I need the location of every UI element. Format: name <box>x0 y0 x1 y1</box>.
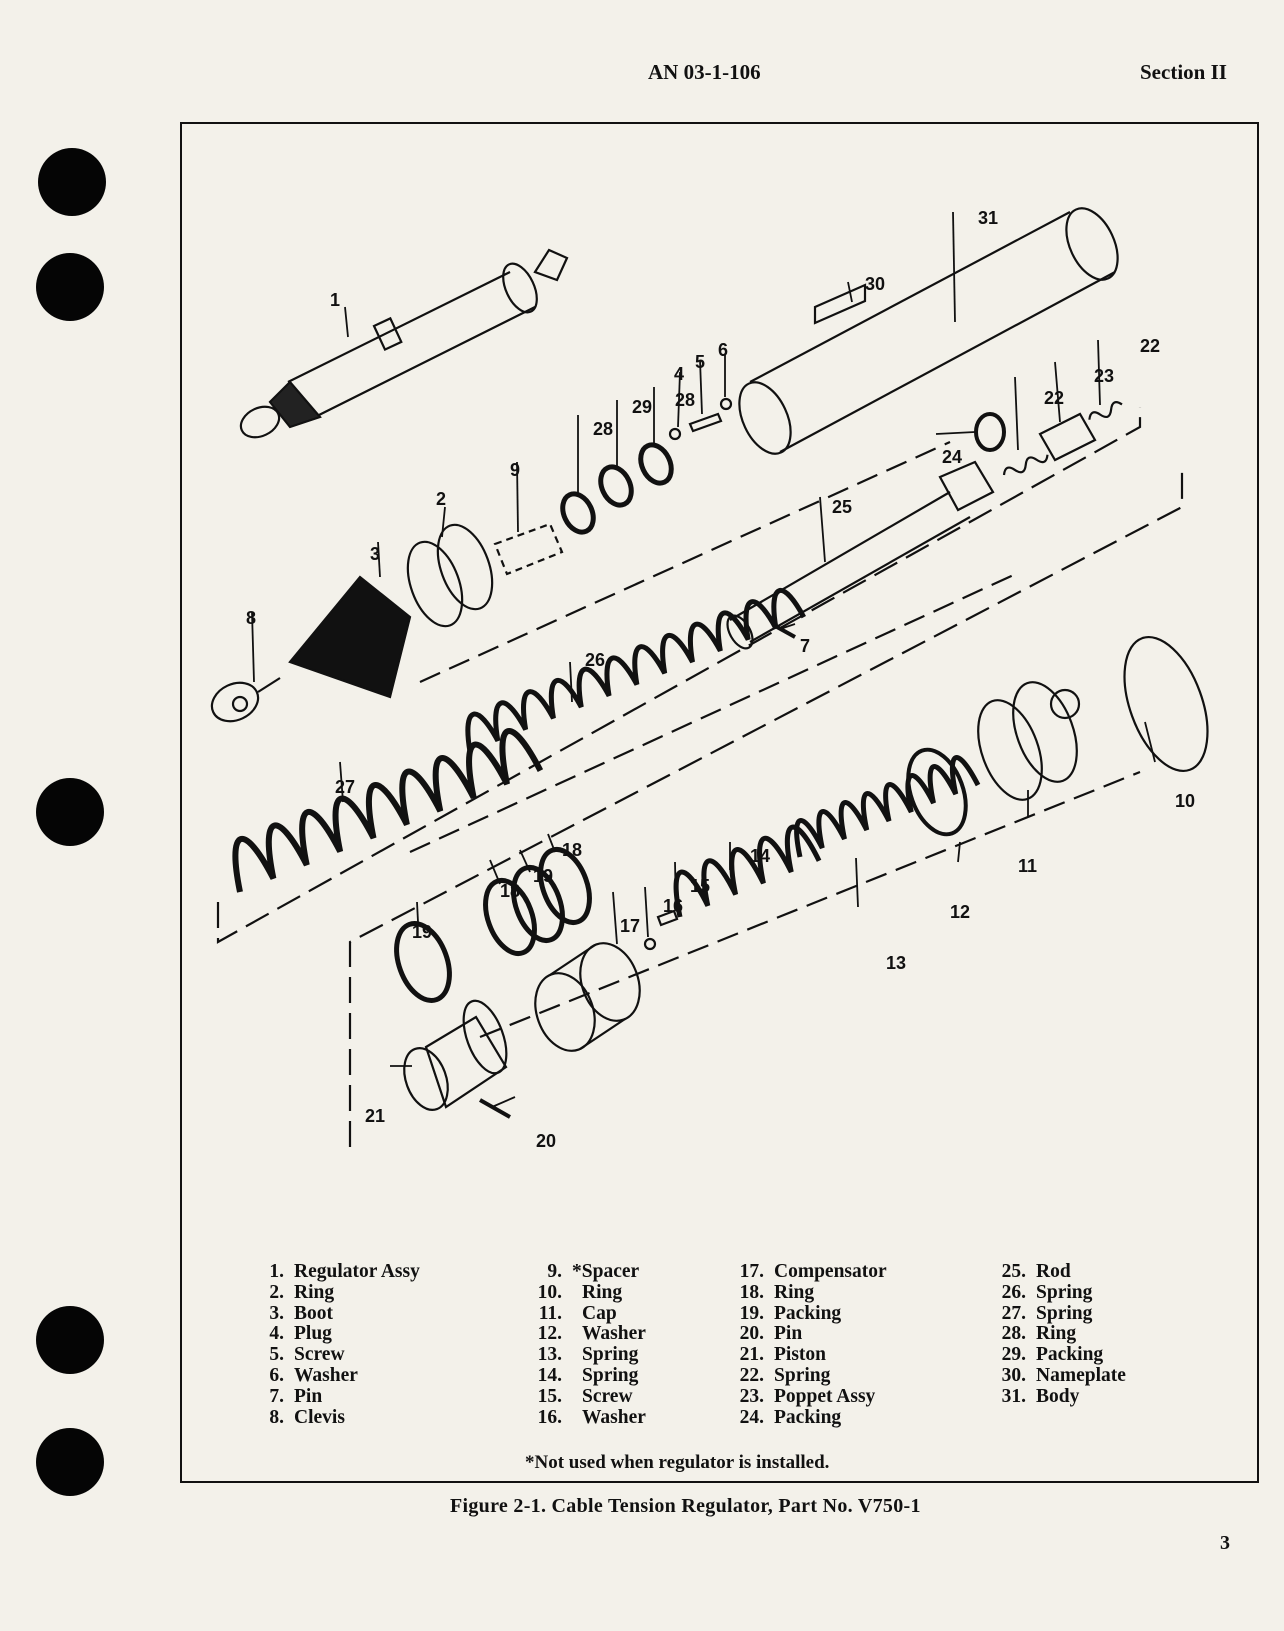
legend-part-name: Compensator <box>774 1261 887 1282</box>
legend-row: 11. Cap <box>538 1302 617 1324</box>
callout-label: 21 <box>365 1106 386 1126</box>
callout-label: 27 <box>335 777 356 797</box>
callout-label: 2 <box>436 489 447 509</box>
binder-hole <box>38 148 106 216</box>
legend-part-name: Regulator Assy <box>294 1261 420 1282</box>
spacer-part <box>495 524 562 574</box>
ring-10-part <box>1108 626 1224 782</box>
callout-label: 24 <box>942 447 963 467</box>
assembly-guide-line <box>350 472 1182 1147</box>
callout-label: 19 <box>412 922 433 942</box>
legend-row: 22. Spring <box>739 1364 831 1386</box>
packing-part <box>976 414 1004 450</box>
spring-part <box>457 586 803 752</box>
legend-part-name: *Spacer <box>572 1261 640 1282</box>
legend-row: 3. Boot <box>269 1302 333 1324</box>
legend-part-name: Packing <box>774 1406 842 1428</box>
legend-part-name: Ring <box>294 1281 335 1303</box>
compensator-part <box>525 935 650 1059</box>
legend-part-name: Plug <box>294 1323 332 1345</box>
callout-label: 19 <box>533 866 554 886</box>
callout-label: 31 <box>978 208 999 228</box>
legend-part-name: Spring <box>582 1364 639 1386</box>
callout-label: 6 <box>718 340 729 360</box>
cap-part <box>966 674 1089 809</box>
packing-part <box>595 462 637 510</box>
callout-label: 15 <box>690 876 711 896</box>
legend-row: 31. Body <box>1001 1385 1080 1407</box>
legend-part-name: Packing <box>1036 1344 1104 1366</box>
legend-part-name: Poppet Assy <box>774 1385 876 1407</box>
pin-part <box>480 1100 510 1117</box>
legend-part-name: Pin <box>294 1385 323 1407</box>
legend-row: 10. Ring <box>537 1281 623 1303</box>
legend-row: 8. Clevis <box>269 1406 345 1428</box>
legend-row: 9. *Spacer <box>547 1261 640 1282</box>
callout-label: 26 <box>585 650 606 670</box>
callout-label: 14 <box>750 846 771 866</box>
legend-part-name: Spring <box>1036 1281 1093 1303</box>
parts-legend-column-3 <box>722 1262 887 1428</box>
callout-label: 10 <box>1175 791 1196 811</box>
callout-label: 28 <box>593 419 614 439</box>
legend-part-name: Spring <box>582 1344 639 1366</box>
poppet-assy-part <box>1040 414 1095 460</box>
legend-part-name: Screw <box>294 1344 345 1366</box>
legend-row: 16. Washer <box>537 1406 646 1428</box>
callout-label: 22 <box>1044 388 1065 408</box>
legend-part-name: Washer <box>582 1323 646 1345</box>
washer-part <box>645 939 655 949</box>
callout-label: 12 <box>950 902 971 922</box>
legend-row: 24. Packing <box>739 1406 842 1428</box>
legend-row: 7. Pin <box>269 1385 323 1407</box>
callout-label: 29 <box>632 397 653 417</box>
legend-part-name: Packing <box>774 1302 842 1324</box>
legend-part-name: Pin <box>774 1323 803 1345</box>
page-number: 3 <box>1220 1532 1230 1554</box>
callout-label: 22 <box>1140 336 1161 356</box>
callout-label: 20 <box>536 1131 557 1151</box>
callout-label: 9 <box>510 460 521 480</box>
legend-row: 1. Regulator Assy <box>269 1261 420 1282</box>
rod-part <box>722 462 993 653</box>
parts-legend-column-4 <box>984 1262 1126 1408</box>
legend-part-name: Washer <box>294 1364 358 1386</box>
binder-hole <box>36 778 104 846</box>
regulator-assy-part <box>236 250 567 443</box>
callout-label: 17 <box>620 916 641 936</box>
legend-row: 29. Packing <box>1001 1344 1104 1366</box>
screw-part <box>690 414 721 431</box>
legend-part-name: Nameplate <box>1036 1364 1126 1386</box>
ring-part <box>557 489 599 537</box>
legend-part-name: Ring <box>1036 1323 1077 1345</box>
pin-part <box>777 627 795 637</box>
spring-part <box>1002 450 1050 479</box>
callout-label: 1 <box>330 290 341 310</box>
document-number: AN 03-1-106 <box>648 60 761 84</box>
callout-label: 28 <box>675 390 696 410</box>
legend-row: 5. Screw <box>269 1344 345 1366</box>
assembly-guide-line <box>410 572 1020 852</box>
ring-2-part <box>397 517 502 633</box>
legend-part-name: Screw <box>582 1385 633 1407</box>
callout-label: 16 <box>663 896 684 916</box>
callout-label: 30 <box>865 274 886 294</box>
figure-caption: Figure 2-1. Cable Tension Regulator, Part No. V750-1 <box>450 1495 921 1517</box>
legend-row: 12. Washer <box>537 1323 646 1345</box>
binder-hole <box>36 1428 104 1496</box>
legend-row: 27. Spring <box>1001 1302 1093 1324</box>
spring-part <box>1087 400 1124 424</box>
legend-part-name: Ring <box>774 1281 815 1303</box>
ring-part <box>635 440 677 488</box>
legend-row: 4. Plug <box>269 1323 332 1345</box>
callout-label: 18 <box>562 840 583 860</box>
callout-label: 5 <box>695 352 706 372</box>
clevis-part <box>206 676 280 729</box>
legend-row: 28. Ring <box>1001 1323 1077 1345</box>
legend-row: 20. Pin <box>739 1323 803 1345</box>
parts-legend-column-2 <box>520 1262 646 1428</box>
legend-part-name: Boot <box>294 1302 333 1324</box>
body-part <box>729 200 1128 461</box>
callout-label: 18 <box>500 881 521 901</box>
callout-label: 11 <box>1018 856 1038 876</box>
section-label: Section II <box>1140 60 1227 84</box>
legend-part-name: Cap <box>582 1302 617 1324</box>
legend-row: 21. Piston <box>739 1344 827 1366</box>
binder-hole <box>36 253 104 321</box>
parts-legend-column-1 <box>242 1262 420 1428</box>
legend-row: 23. Poppet Assy <box>739 1385 876 1407</box>
legend-row: 30. Nameplate <box>1001 1364 1126 1386</box>
callout-label: 3 <box>370 544 381 564</box>
callout-label: 7 <box>800 636 811 656</box>
legend-part-name: Body <box>1036 1385 1080 1407</box>
callout-label: 13 <box>886 953 907 973</box>
legend-row: 26. Spring <box>1001 1281 1093 1303</box>
legend-part-name: Piston <box>774 1344 827 1366</box>
plug-part <box>670 429 680 439</box>
legend-row: 17. Compensator <box>739 1261 887 1282</box>
exploded-view-diagram <box>180 122 1259 1252</box>
legend-row: 19. Packing <box>739 1302 842 1324</box>
legend-part-name: Spring <box>1036 1302 1093 1324</box>
legend-part-name: Rod <box>1036 1261 1071 1282</box>
footnote: *Not used when regulator is installed. <box>525 1452 830 1473</box>
legend-part-name: Washer <box>582 1406 646 1428</box>
binder-hole <box>36 1306 104 1374</box>
callout-label: 8 <box>246 608 257 628</box>
legend-row: 18. Ring <box>739 1281 815 1303</box>
legend-part-name: Spring <box>774 1364 831 1386</box>
assembly-guide-line <box>480 772 1140 1037</box>
boot-part <box>290 577 410 697</box>
washer-part <box>721 399 731 409</box>
legend-row: 15. Screw <box>537 1385 633 1407</box>
callout-label: 23 <box>1094 366 1115 386</box>
callout-label: 4 <box>674 364 685 384</box>
legend-row: 25. Rod <box>1001 1261 1071 1282</box>
legend-row: 6. Washer <box>269 1364 358 1386</box>
legend-row: 2. Ring <box>269 1281 335 1303</box>
legend-row: 13. Spring <box>537 1344 639 1366</box>
piston-part <box>396 995 515 1116</box>
legend-part-name: Clevis <box>294 1406 345 1428</box>
spring-part <box>787 754 978 857</box>
legend-part-name: Ring <box>582 1281 623 1303</box>
callout-label: 25 <box>832 497 853 517</box>
legend-row: 14. Spring <box>537 1364 639 1386</box>
